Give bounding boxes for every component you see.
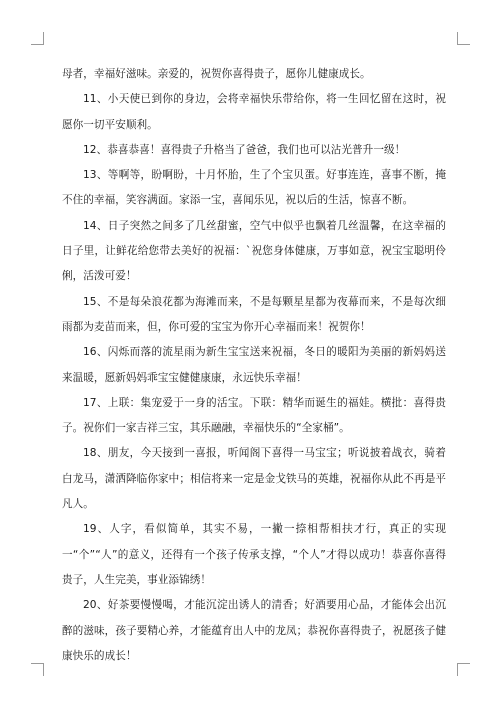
crop-mark-top-left: [31, 32, 44, 45]
paragraph-16: 16、闪烁而落的流星雨为新生宝宝送来祝福，冬日的暖阳为美丽的新妈妈送来温暖，愿新妈妈乖宝宝健健康康，永远快乐幸福！: [62, 346, 446, 384]
crop-mark-bottom-left: [31, 663, 44, 676]
crop-mark-top-right: [457, 32, 470, 45]
paragraph-11: 11、小天使已到你的身边，会将幸福快乐带给你，将一生回忆留在这时，祝愿你一切平安顺利。: [62, 93, 446, 131]
paragraph-20: 20、好茶要慢慢喝，才能沉淀出诱人的清香；好酒要用心品，才能体会出沉醉的滋味，孩子要精心养，才能蕴育出人中的龙凤；恭祝你喜得贵子，祝愿孩子健康快乐的成长！: [62, 599, 446, 662]
document-body: [62, 62, 446, 669]
crop-mark-bottom-right: [457, 663, 470, 676]
paragraph-18: 18、朋友，今天接到一喜报，听闻阁下喜得一马宝宝；听说披着战衣，骑着白龙马，潇洒降临你家中；相信将来一定是金戈铁马的英雄，祝福你从此不再是平凡人。: [62, 447, 446, 511]
paragraph-14: 14、日子突然之间多了几丝甜蜜，空气中似乎也飘着几丝温馨，在这幸福的日子里，让鲜花给您带去美好的祝福：`祝您身体健康，万事如意，祝宝宝聪明伶俐，活泼可爱！: [62, 219, 446, 283]
paragraph-13: 13、等啊等，盼啊盼，十月怀胎，生了个宝贝蛋。好事连连，喜事不断，掩不住的幸福，笑容满面。家添一宝，喜闻乐见，祝以后的生活，惊喜不断。: [62, 169, 446, 207]
paragraph-12: 12、恭喜恭喜！喜得贵子升格当了爸爸，我们也可以沾光普升一级！: [83, 143, 406, 156]
paragraph-19: 19、人字，看似简单，其实不易，一撇一捺相帮相扶才行，真正的实现一“个”“人”的意义，还得有一个孩子传承支撑，“个人”才得以成功！恭喜你喜得贵子，人生完美，事业添锦绣！: [62, 523, 446, 586]
paragraph-continued: 母者，幸福好滋味。亲爱的，祝贺你喜得贵子，愿你儿健康成长。: [62, 68, 371, 80]
paragraph-17: 17、上联：集宠爱于一身的活宝。下联：精华而诞生的福娃。横批：喜得贵子。祝你们一家吉祥三宝，其乐融融，幸福快乐的“全家桶”。: [62, 396, 446, 435]
paragraph-15: 15、不是每朵浪花都为海滩而来，不是每颗星星都为夜幕而来，不是每次细雨都为麦苗而来，但，你可爱的宝宝为你开心幸福而来！祝贺你！: [62, 295, 446, 333]
